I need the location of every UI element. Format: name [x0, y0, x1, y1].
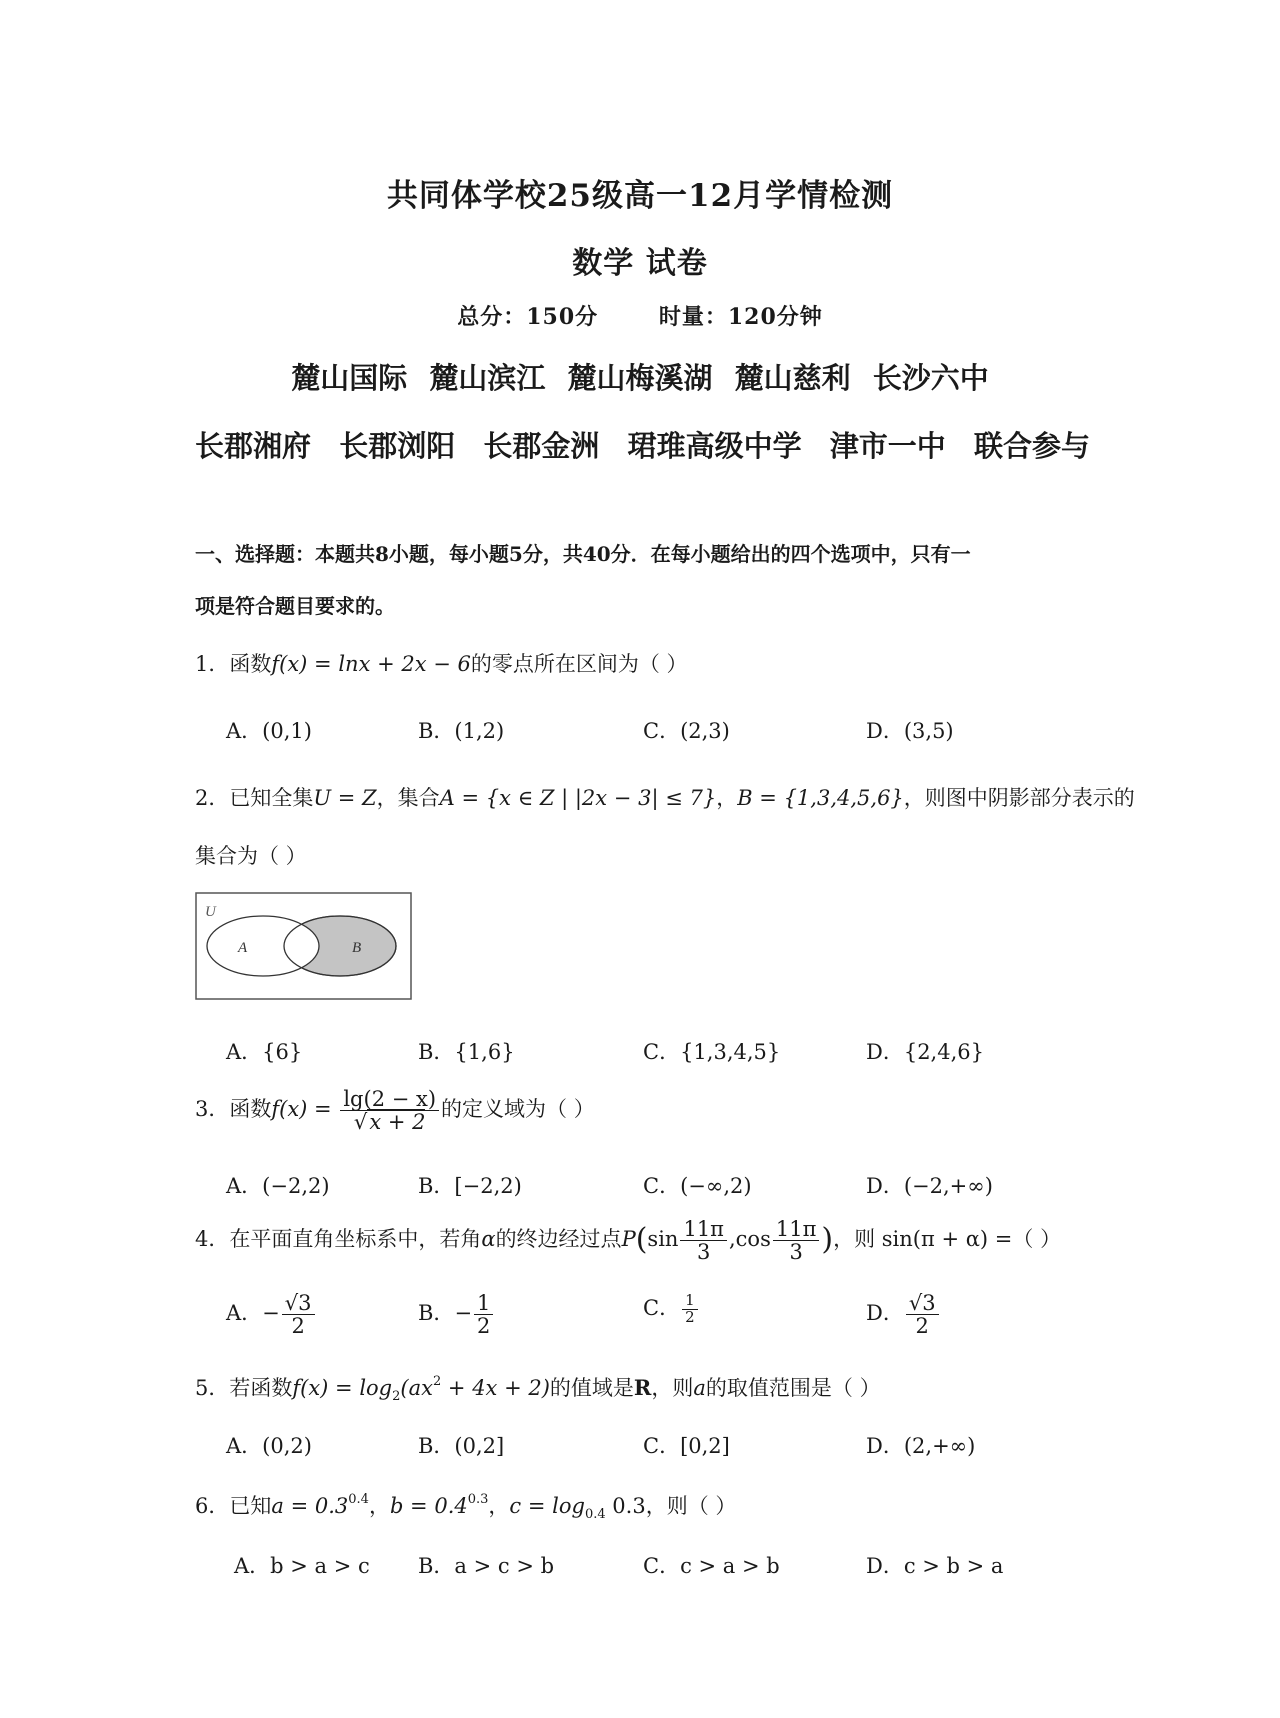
question-number: 2． [195, 786, 230, 810]
option-d[interactable]: D．c > b > a [866, 1554, 1004, 1578]
venn-b-label: B [352, 940, 362, 956]
formula: R [633, 1375, 652, 1400]
question-number: 1． [195, 652, 230, 676]
section-heading-line2: 项是符合题目要求的。 [195, 594, 395, 618]
numerator: 1 [474, 1292, 493, 1315]
question-3 [195, 1088, 1115, 1133]
option-d[interactable] [866, 1292, 941, 1337]
subscript: 0.4 [584, 1507, 606, 1522]
separator: ， [488, 1494, 510, 1518]
fraction [906, 1292, 939, 1337]
school-name: 长郡金洲 [483, 429, 600, 463]
formula: a [693, 1376, 706, 1400]
option-label: C． [643, 1296, 681, 1320]
option-a[interactable]: A．(−2,2) [226, 1174, 330, 1198]
formula: f(x) = lnx + 2x − 6 [271, 652, 471, 676]
question-5 [195, 1372, 1115, 1404]
question-text: ，则 sin(π + α) =（ ） [833, 1227, 1062, 1252]
separator: ， [368, 1494, 390, 1518]
formula: (ax [400, 1376, 433, 1400]
option-b[interactable] [418, 1292, 495, 1337]
option-b[interactable]: B．a > c > b [418, 1554, 555, 1578]
option-a[interactable]: A．(0,2) [226, 1434, 312, 1458]
fraction [340, 1088, 439, 1133]
venn-u-label: U [205, 904, 216, 920]
question-text: ，则 [651, 1376, 694, 1400]
option-d[interactable]: D．(3,5) [866, 719, 954, 743]
question-text: ，则（ ） [645, 1494, 737, 1518]
option-d[interactable]: D．(−2,+∞) [866, 1174, 993, 1198]
school-name: 联合参与 [973, 429, 1090, 463]
fraction [474, 1292, 493, 1337]
formula: cos [735, 1227, 771, 1252]
denominator: 2 [477, 1314, 491, 1339]
fraction [680, 1218, 727, 1263]
numerator: 1 [682, 1293, 698, 1310]
school-name: 珺琟高级中学 [627, 429, 802, 463]
question-number: 5． [195, 1376, 230, 1400]
venn-diagram [195, 892, 413, 1000]
formula: b = 0.4 [389, 1494, 468, 1518]
formula: + 4x + 2) [441, 1376, 550, 1400]
option-d[interactable]: D．(2,+∞) [866, 1434, 976, 1458]
option-a[interactable] [226, 1292, 317, 1337]
formula: α [481, 1227, 496, 1252]
school-name: 津市一中 [829, 429, 946, 463]
option-c[interactable] [643, 1292, 700, 1326]
question-2 [195, 782, 1135, 812]
fraction [282, 1292, 315, 1337]
question-text: 的零点所在区间为（ ） [470, 652, 688, 676]
denominator: 2 [915, 1314, 929, 1339]
formula: P [621, 1227, 636, 1252]
option-sign: − [454, 1301, 473, 1326]
numerator: 11π [773, 1218, 820, 1241]
question-text: 函数 [229, 1097, 272, 1122]
schools-line-1 [0, 356, 1280, 397]
option-c[interactable]: C．c > a > b [643, 1554, 780, 1578]
question-6 [195, 1490, 1115, 1522]
question-text: ，则图中阴影部分表示的 [903, 786, 1135, 810]
school-name: 麓山慈利 [734, 361, 851, 395]
denominator [340, 1111, 439, 1133]
formula: B = {1,3,4,5,6} [737, 786, 904, 810]
question-text: ， [716, 786, 738, 810]
formula: a = 0.3 [271, 1494, 349, 1518]
option-c[interactable]: C．(2,3) [643, 719, 730, 743]
option-b[interactable]: B．(1,2) [418, 719, 505, 743]
option-b[interactable]: B．(0,2] [418, 1434, 505, 1458]
option-c[interactable]: C．{1,3,4,5} [643, 1040, 781, 1064]
exam-title: 共同体学校25级高一12月学情检测 [386, 178, 894, 214]
numerator: lg(2 − x) [340, 1088, 439, 1111]
question-text: 若函数 [229, 1376, 293, 1400]
formula: U = Z [313, 786, 377, 810]
set-a-ellipse [207, 916, 319, 976]
subscript: 2 [392, 1389, 401, 1404]
formula: A = {x ∈ Z | |2x − 3| ≤ 7} [439, 786, 717, 810]
question-text: ，集合 [376, 786, 440, 810]
school-name: 长郡浏阳 [339, 429, 456, 463]
option-sign: − [262, 1301, 280, 1326]
question-number: 6． [195, 1494, 230, 1518]
denominator: 2 [685, 1308, 695, 1326]
formula: f(x) = log [292, 1376, 393, 1400]
option-c[interactable]: C．[0,2] [643, 1434, 730, 1458]
denominator: 3 [789, 1240, 803, 1265]
question-text: 的取值范围是（ ） [705, 1376, 881, 1400]
exam-meta [0, 300, 1280, 331]
fraction [682, 1293, 698, 1326]
question-number: 3． [195, 1097, 230, 1122]
radicand: x + 2 [369, 1110, 426, 1135]
school-name: 麓山滨江 [429, 361, 546, 395]
question-text: 的定义域为（ ） [441, 1097, 595, 1122]
option-c[interactable]: C．(−∞,2) [643, 1174, 752, 1198]
superscript: 0.3 [467, 1492, 489, 1507]
numerator: √3 [906, 1292, 939, 1315]
superscript: 2 [432, 1374, 442, 1389]
question-4: 4．在平面直角坐标系中，若角α的终边经过点P(sin $\frac{11\pi}{3}$ ,cos $\frac{11\pi}{3}$ )，则 sin(π + α) =（ ） [195, 1217, 1062, 1265]
option-label: B． [418, 1301, 455, 1326]
option-d[interactable]: D．{2,4,6} [866, 1040, 984, 1064]
school-name: 长沙六中 [872, 361, 989, 395]
exam-subject: 数学 试卷 [572, 246, 708, 281]
question-number: 4． [195, 1227, 230, 1252]
denominator: 3 [697, 1240, 711, 1265]
question-text: 已知全集 [229, 786, 314, 810]
question-text: 函数 [229, 652, 272, 676]
option-a[interactable]: A．b > a > c [234, 1554, 370, 1578]
question-text: 已知 [229, 1494, 272, 1518]
school-name: 麓山国际 [291, 361, 408, 395]
question-text: 的值域是 [549, 1376, 634, 1400]
venn-a-label: A [238, 940, 248, 956]
option-b[interactable]: B．[−2,2) [418, 1174, 522, 1198]
school-name: 麓山梅溪湖 [567, 361, 713, 395]
time-info: 时量：120分钟 [658, 304, 823, 330]
option-a[interactable]: A．{6} [226, 1040, 303, 1064]
formula: f(x) = [271, 1097, 332, 1122]
numerator: 11π [680, 1218, 727, 1241]
option-label: D． [866, 1301, 904, 1326]
fraction [773, 1218, 820, 1263]
numerator: √3 [282, 1292, 315, 1315]
schools-line-2 [195, 424, 1090, 465]
question-text: 的终边经过点 [495, 1227, 622, 1252]
formula: sin [647, 1227, 679, 1252]
section-heading-line1: 一、选择题：本题共8小题，每小题5分，共40分．在每小题给出的四个选项中，只有一 [195, 542, 971, 566]
school-name: 长郡湘府 [195, 429, 312, 463]
option-b[interactable]: B．{1,6} [418, 1040, 515, 1064]
superscript: 0.4 [348, 1492, 369, 1507]
question-2-line2: 集合为（ ） [195, 844, 307, 868]
question-text: 在平面直角坐标系中，若角 [229, 1227, 482, 1252]
denominator: 2 [291, 1314, 305, 1339]
formula: 0.3 [605, 1494, 646, 1518]
formula: c = log [509, 1494, 585, 1518]
option-a[interactable]: A．(0,1) [226, 719, 312, 743]
option-label: A． [226, 1301, 263, 1326]
score-info: 总分：150分 [457, 304, 599, 330]
sqrt-sign: √ [353, 1110, 368, 1135]
question-1 [195, 648, 1115, 678]
